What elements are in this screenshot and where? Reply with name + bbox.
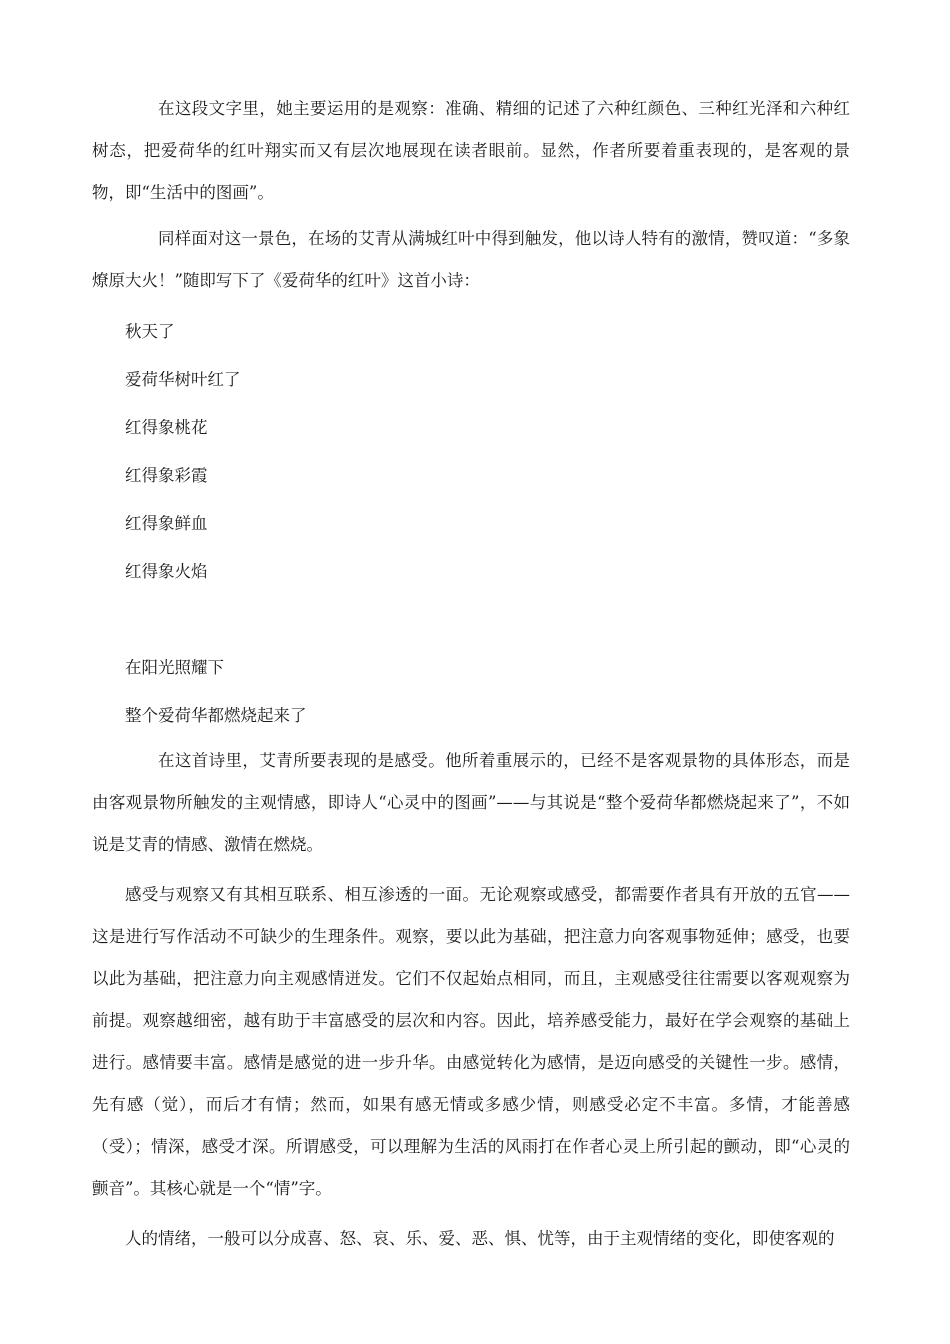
poem-line: 爱荷华树叶红了 xyxy=(125,370,241,389)
poem-line: 在阳光照耀下 xyxy=(125,658,224,677)
paragraph-feeling: 在这首诗里，艾青所要表现的是感受。他所着重展示的，已经不是客观景物的具体形态，而是由客观景物所触发的主观情感，即诗人“心灵中的图画”——与其说是“整个爱荷华都燃烧起来了”，不如说是艾青的情感、激情在燃烧。 xyxy=(92,751,850,854)
poem-stanza-1 xyxy=(92,308,850,596)
poem-line: 红得象鲜血 xyxy=(125,514,208,533)
poem-line: 红得象火焰 xyxy=(125,562,208,581)
stanza-gap xyxy=(92,596,850,644)
document-page xyxy=(92,88,850,1260)
paragraph-emotion: 人的情绪，一般可以分成喜、怒、哀、乐、爱、恶、惧、忧等，由于主观情绪的变化，即使客观的 xyxy=(125,1229,835,1248)
poem-line: 整个爱荷华都燃烧起来了 xyxy=(125,706,307,725)
poem-line: 红得象彩霞 xyxy=(125,466,208,485)
paragraph-relation: 感受与观察又有其相互联系、相互渗透的一面。无论观察或感受，都需要作者具有开放的五官——这是进行写作活动不可缺少的生理条件。观察，要以此为基础，把注意力向客观事物延伸；感受，也要以此为基础，把注意力向主观感情迸发。它们不仅起始点相同，而且，主观感受往往需要以客观观察为前提。观察越细密，越有助于丰富感受的层次和内容。因此，培养感受能力，最好在学会观察的基础上进行。感情要丰富。感情是感觉的进一步升华。由感觉转化为感情，是迈向感受的关键性一步。感情，先有感（觉），而后才有情；然而，如果有感无情或多感少情，则感受必定不丰富。多情，才能善感（受）；情深，感受才深。所谓感受，可以理解为生活的风雨打在作者心灵上所引起的颤动，即“心灵的颤音”。其核心就是一个“情”字。 xyxy=(92,885,850,1198)
paragraph-observation: 在这段文字里，她主要运用的是观察：准确、精细的记述了六种红颜色、三种红光泽和六种红树态，把爱荷华的红叶翔实而又有层次地展现在读者眼前。显然，作者所要着重表现的，是客观的景物，即“生活中的图画”。 xyxy=(92,99,850,202)
paragraph-aiqing-intro: 同样面对这一景色，在场的艾青从满城红叶中得到触发，他以诗人特有的激情，赞叹道：“多象燎原大火！”随即写下了《爱荷华的红叶》这首小诗： xyxy=(92,229,850,290)
poem-line: 秋天了 xyxy=(125,322,175,341)
poem-stanza-2 xyxy=(92,644,850,740)
poem-line: 红得象桃花 xyxy=(125,418,208,437)
